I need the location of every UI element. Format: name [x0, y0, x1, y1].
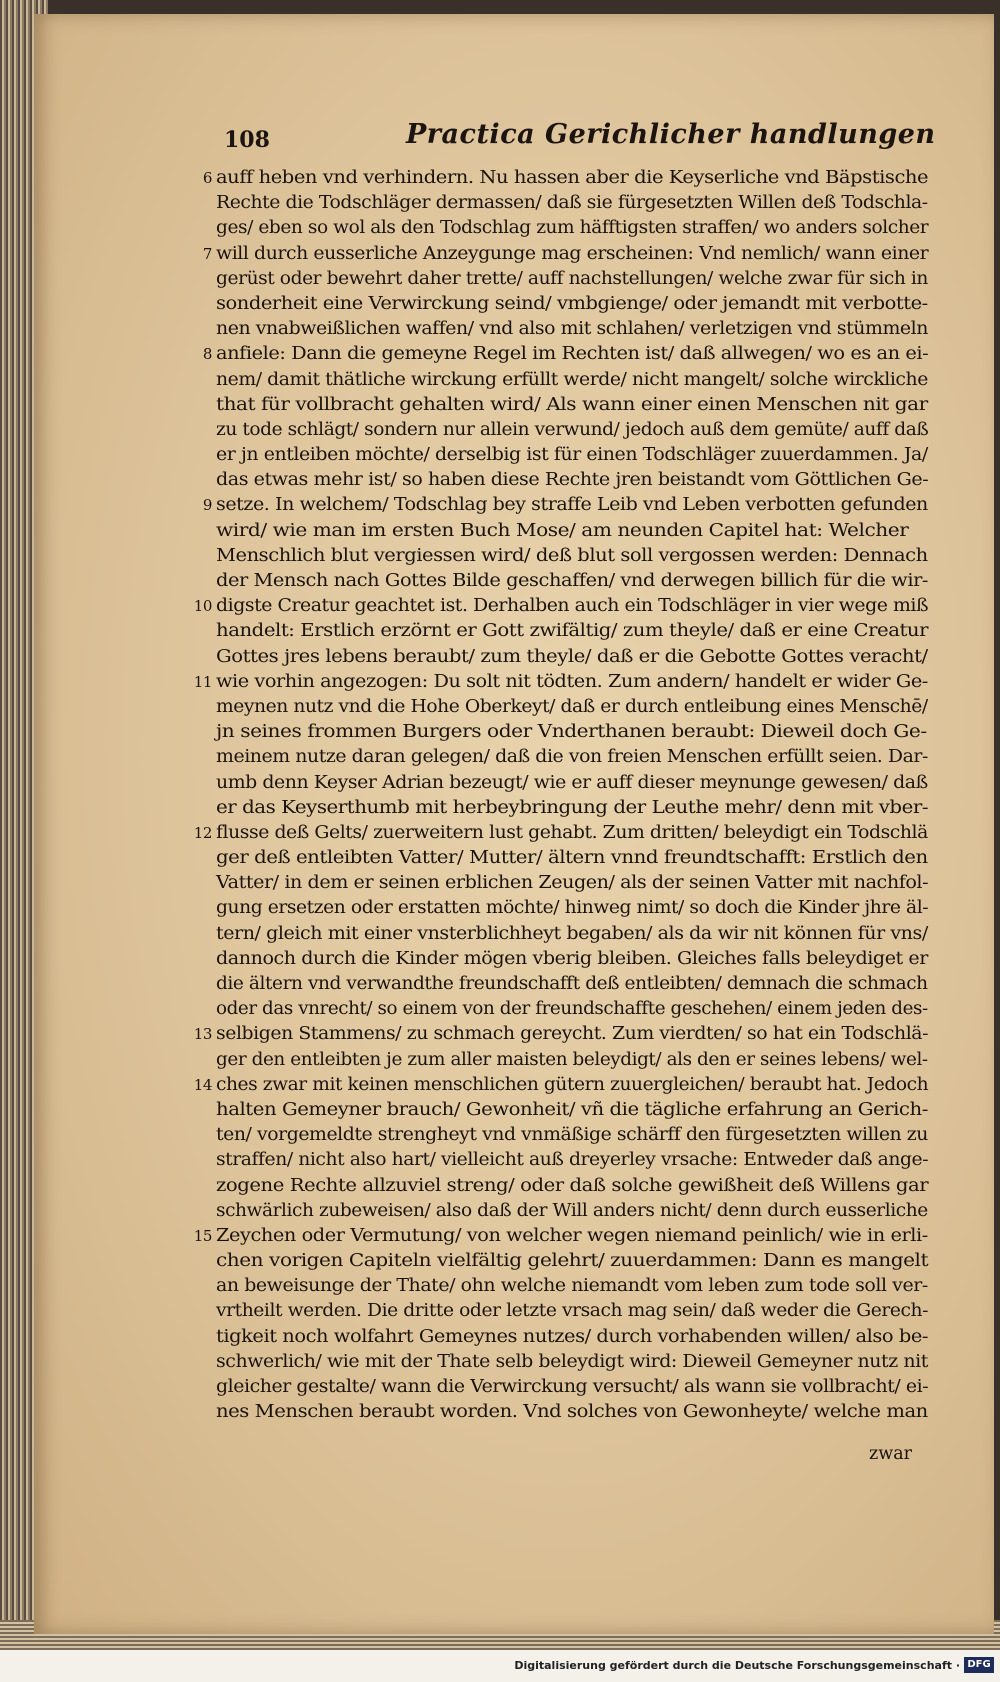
line-text: setze. In welchem/ Todschlag bey straffe Leib vnd Leben verbotten gefunden — [216, 495, 928, 516]
line-text: Zeychen oder Vermutung/ von welcher wegen niemand peinlich/ wie in erli- — [216, 1225, 928, 1246]
line-text: gerüst oder bewehrt daher trette/ auff nachstellungen/ welche zwar für sich in — [216, 268, 929, 289]
text-line — [216, 1148, 936, 1173]
running-title: Practica Gerichlicher handlungen — [406, 119, 936, 150]
text-line — [216, 1199, 936, 1224]
text-line — [216, 997, 936, 1022]
running-head — [34, 119, 994, 159]
text-line — [216, 1123, 936, 1148]
line-text: Rechte die Todschläger dermassen/ daß sie fürgesetzten Willen deß Todschla- — [216, 193, 928, 214]
line-text: das etwas mehr ist/ so haben diese Rechte jren beistandt vom Göttlichen Ge- — [216, 470, 929, 491]
text-line — [216, 292, 936, 317]
text-line — [216, 368, 936, 393]
text-line — [202, 493, 936, 518]
text-line — [216, 745, 936, 770]
line-text: umb denn Keyser Adrian bezeugt/ wie er auff dieser meynunge gewesen/ daß — [216, 772, 928, 793]
text-line — [216, 846, 936, 871]
line-text: nem/ damit thätliche wirckung erfüllt werde/ nicht mangelt/ solche wirckliche — [216, 369, 928, 390]
text-line — [216, 1400, 936, 1425]
line-text: wird/ wie man im ersten Buch Mose/ am neunden Capitel hat: Welcher — [216, 520, 909, 541]
line-text: ges/ eben so wol als den Todschlag zum häfftigsten straffen/ wo anders solcher — [216, 218, 929, 239]
text-line — [216, 1350, 936, 1375]
line-text: dannoch durch die Kinder mögen vberig bleiben. Gleiches falls beleydiget er — [216, 948, 928, 969]
marginal-number: 9 — [202, 496, 212, 515]
marginal-number: 6 — [202, 169, 212, 187]
page-number: 108 — [224, 127, 270, 153]
text-line — [216, 393, 936, 418]
line-text: Vatter/ in dem er seinen erblichen Zeugen/ als der seinen Vatter mit nachfol- — [216, 873, 929, 894]
marginal-number: 11 — [193, 672, 212, 691]
line-text: Menschlich blut vergiessen wird/ deß blut soll vergossen werden: Dennach — [216, 545, 928, 566]
line-text: ger deß entleibten Vatter/ Mutter/ ältern vnnd freundtschafft: Erstlich den — [216, 848, 928, 869]
line-text: nen vnabweißlichen waffen/ vnd also mit schlahen/ verletzigen vnd stümmeln — [216, 319, 929, 340]
footer — [0, 1650, 1000, 1682]
text-line — [216, 972, 936, 997]
line-text: sonderheit eine Verwirckung seind/ vmbgienge/ oder jemandt mit verbotte- — [216, 293, 928, 314]
text-line — [216, 796, 936, 821]
text-line — [216, 418, 936, 443]
line-text: meynen nutz vnd die Hohe Oberkeyt/ daß er durch entleibung eines Menschē/ — [216, 696, 928, 717]
line-text: vrtheilt werden. Die dritte oder letzte vrsach mag sein/ daß weder die Gerech- — [216, 1301, 928, 1322]
line-text: anfiele: Dann die gemeyne Regel im Rechten ist/ daß allwegen/ wo es an ei- — [216, 344, 929, 365]
line-text: der Mensch nach Gottes Bilde geschaffen/ vnd derwegen billich für die wir- — [216, 571, 929, 591]
marginal-number: 14 — [193, 1075, 212, 1094]
text-line — [193, 1022, 936, 1047]
text-line — [193, 1073, 936, 1098]
line-text: wie vorhin angezogen: Du solt nit tödten. Zum andern/ handelt er wider Ge- — [216, 671, 928, 692]
line-text: auff heben vnd verhindern. Nu hassen aber die Keyserliche vnd Bäpstische — [216, 168, 929, 188]
body-text — [193, 166, 936, 1425]
funding-credit: Digitalisierung gefördert durch die Deutsche Forschungsgemeinschaft · — [514, 1659, 960, 1672]
text-line — [216, 1274, 936, 1299]
line-text: jn seines frommen Burgers oder Vnderthanen beraubt: Dieweil doch Ge- — [216, 722, 927, 743]
text-line — [216, 267, 936, 292]
line-text: that für vollbracht gehalten wird/ Als wann einer einen Menschen nit gar — [216, 394, 928, 415]
text-line — [202, 242, 936, 267]
text-line — [216, 771, 936, 796]
line-text: die ältern vnd verwandthe freundschafft deß entleibten/ demnach die schmach — [216, 974, 928, 994]
text-line — [216, 871, 936, 896]
line-text: flusse deß Gelts/ zuerweitern lust gehabt. Zum dritten/ beleydigt ein Todschlä — [216, 822, 928, 843]
text-line — [193, 1224, 936, 1249]
line-text: Gottes jres lebens beraubt/ zum theyle/ daß er die Gebotte Gottes veracht/ — [216, 646, 928, 667]
line-text: gleicher gestalte/ wann die Verwirckung versucht/ als wann sie vollbracht/ ei- — [216, 1377, 929, 1397]
marginal-number: 12 — [193, 823, 212, 842]
text-line — [216, 468, 936, 493]
line-text: meinem nutze daran gelegen/ daß die von freien Menschen erfüllt seien. Dar- — [216, 747, 928, 768]
line-text: zu tode schlägt/ sondern nur allein verwund/ jedoch auß dem gemüte/ auff daß — [216, 419, 929, 440]
text-line — [216, 1098, 936, 1123]
marginal-number: 7 — [202, 244, 212, 263]
line-text: er jn entleiben möchte/ derselbig ist für einen Todschläger zuuerdammen. Ja/ — [216, 445, 928, 466]
line-text: halten Gemeyner brauch/ Gewonheit/ vñ die tägliche erfahrung an Gerich- — [216, 1099, 928, 1120]
text-line — [202, 342, 936, 367]
text-line — [216, 544, 936, 569]
text-line — [216, 619, 936, 644]
line-text: chen vorigen Capiteln vielfältig gelehrt/ zuuerdammen: Dann es mangelt — [216, 1251, 929, 1272]
line-text: ger den entleibten je zum aller maisten beleydigt/ als den er seines lebens/ wel- — [216, 1049, 928, 1070]
line-text: straffen/ nicht also hart/ vielleicht auß dreyerley vrsache: Entweder daß ange- — [216, 1150, 929, 1171]
line-text: ten/ vorgemeldte strengheyt vnd vnmäßige schärff den fürgesetzten willen zu — [216, 1125, 928, 1146]
line-text: nes Menschen beraubt worden. Vnd solches von Gewonheyte/ welche man — [216, 1402, 928, 1423]
text-line — [216, 922, 936, 947]
text-line — [202, 166, 936, 191]
text-line — [193, 594, 936, 619]
text-line — [216, 947, 936, 972]
marginal-number: 10 — [193, 597, 212, 616]
text-line — [216, 216, 936, 241]
line-text: will durch eusserliche Anzeygunge mag erscheinen: Vnd nemlich/ wann einer — [216, 243, 929, 264]
line-text: an beweisunge der Thate/ ohn welche niemandt vom leben zum tode soll ver- — [216, 1276, 928, 1297]
line-text: gung ersetzen oder erstatten möchte/ hinweg nimt/ so doch die Kinder jhre äl- — [216, 898, 929, 919]
text-line — [193, 670, 936, 695]
line-text: schwerlich/ wie mit der Thate selb beleydigt wird: Dieweil Gemeyner nutz nit — [216, 1351, 928, 1372]
dfg-logo: DFG — [964, 1657, 994, 1673]
line-text: digste Creatur geachtet ist. Derhalben auch ein Todschläger in vier wege miß — [216, 596, 929, 617]
text-line — [216, 645, 936, 670]
marginal-number: 15 — [193, 1226, 212, 1245]
text-line — [193, 821, 936, 846]
book-page — [34, 14, 994, 1634]
text-line — [216, 695, 936, 720]
text-line — [216, 720, 936, 745]
line-text: er das Keyserthumb mit herbeybringung der Leuthe mehr/ denn mit vber- — [216, 797, 929, 818]
catchword: zwar — [869, 1444, 912, 1464]
text-line — [216, 1249, 936, 1274]
line-text: ches zwar mit keinen menschlichen gütern zuuergleichen/ beraubt hat. Jedoch — [216, 1074, 929, 1095]
line-text: schwärlich zubeweisen/ also daß der Will anders nicht/ denn durch eusserliche — [216, 1200, 928, 1221]
text-line — [216, 443, 936, 468]
text-line — [216, 896, 936, 921]
line-text: handelt: Erstlich erzörnt er Gott zwifältig/ zum theyle/ daß er eine Creatur — [216, 621, 929, 642]
line-text: zogene Rechte allzuviel streng/ oder daß solche gewißheit deß Willens gar — [216, 1175, 929, 1196]
line-text: tigkeit noch wolfahrt Gemeynes nutzes/ durch vorhabenden willen/ also be- — [216, 1326, 929, 1347]
text-line — [216, 1325, 936, 1350]
text-line — [216, 1299, 936, 1324]
line-text: oder das vnrecht/ so einem von der freundschaffte geschehen/ einem jeden des- — [216, 999, 928, 1020]
text-line — [216, 519, 936, 544]
marginal-number: 8 — [202, 345, 212, 364]
text-line — [216, 1174, 936, 1199]
marginal-number: 13 — [193, 1025, 212, 1044]
line-text: selbigen Stammens/ zu schmach gereycht. Zum vierdten/ so hat ein Todschlä- — [216, 1024, 929, 1045]
text-line — [216, 1375, 936, 1400]
text-line — [216, 317, 936, 342]
line-text: tern/ gleich mit einer vnsterblichheyt begaben/ als da wir nit können für vns/ — [216, 923, 928, 944]
text-line — [216, 191, 936, 216]
text-line — [216, 569, 936, 594]
text-line — [216, 1048, 936, 1073]
